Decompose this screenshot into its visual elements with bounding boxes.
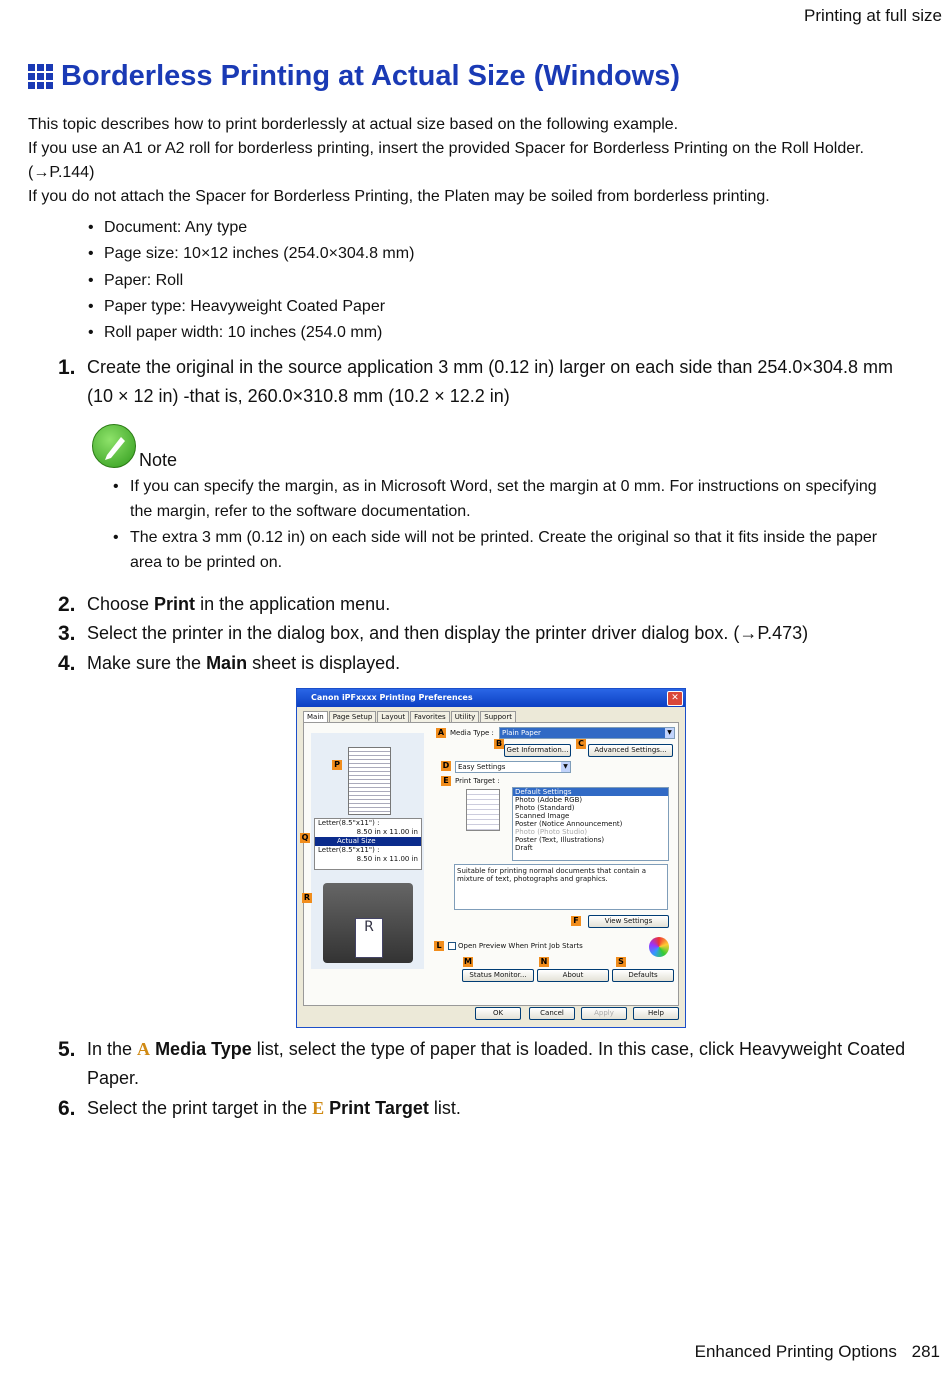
target-description: Suitable for printing normal documents that contain a mixture of text, photographs and graphics. — [454, 864, 668, 910]
example-list — [88, 215, 414, 346]
open-preview-label: Open Preview When Print Job Starts — [458, 942, 583, 950]
label-c: C — [576, 739, 586, 749]
media-type-select[interactable] — [499, 727, 675, 739]
note-list — [113, 475, 903, 577]
step-text: list, select the type of paper that is loaded. In this case, click Heavyweight Coated Paper. — [87, 1039, 906, 1088]
page-preview — [348, 747, 391, 815]
printing-preferences-dialog — [296, 688, 686, 1028]
tab-page-setup[interactable]: Page Setup — [329, 711, 377, 722]
tab-utility[interactable]: Utility — [451, 711, 480, 722]
step-6 — [58, 1094, 908, 1123]
label-f: F — [571, 916, 581, 926]
label-r: R — [303, 893, 311, 902]
label-p: P — [332, 760, 342, 770]
size-line: 8.50 in x 11.00 in — [356, 828, 418, 836]
print-target-thumbnail — [466, 789, 500, 831]
main-sheet — [303, 722, 679, 1006]
grid-icon — [28, 64, 53, 89]
preview-area — [311, 733, 424, 969]
list-item: • Roll paper width: 10 inches (254.0 mm) — [88, 320, 414, 346]
label-b: B — [495, 739, 503, 748]
print-target-list[interactable] — [512, 787, 669, 861]
step-number: 1. — [58, 356, 76, 379]
list-item: • Page size: 10×12 inches (254.0×304.8 mm) — [88, 241, 414, 267]
get-information-button[interactable]: Get Information... — [504, 744, 571, 757]
list-item[interactable]: Draft — [515, 844, 533, 852]
label-s: S — [616, 957, 626, 967]
note-item: • The extra 3 mm (0.12 in) on each side will not be printed. Create the original so that it fits inside the paper area to be printed on. — [113, 526, 903, 575]
size-line: Letter(8.5"x11") : — [318, 846, 380, 854]
actual-size-line: Actual Size — [315, 837, 421, 846]
size-line: Letter(8.5"x11") : — [318, 819, 380, 827]
sheet-letter: R — [355, 918, 383, 958]
step-3 — [58, 619, 908, 648]
media-type-label: Media Type : — [450, 729, 494, 737]
step-text: sheet is displayed. — [247, 653, 401, 673]
about-button[interactable]: About — [537, 969, 609, 982]
tab-main[interactable]: Main — [303, 711, 328, 722]
list-item[interactable]: Poster (Text, Illustrations) — [515, 836, 605, 844]
pencil-note-icon — [92, 424, 136, 468]
step-text: Make sure the — [87, 653, 207, 673]
list-item[interactable]: Poster (Notice Announcement) — [515, 820, 623, 828]
step-text: Select the print target in the — [87, 1098, 313, 1118]
callout-letter-a: A — [137, 1039, 151, 1059]
callout-letter-e: E — [312, 1098, 325, 1118]
apply-button[interactable]: Apply — [581, 1007, 627, 1020]
defaults-button[interactable]: Defaults — [612, 969, 674, 982]
size-line: 8.50 in x 11.00 in — [356, 855, 418, 863]
page-size-info — [314, 818, 422, 870]
label-q: Q — [301, 833, 309, 842]
cancel-button[interactable]: Cancel — [529, 1007, 575, 1020]
list-item: • Paper type: Heavyweight Coated Paper — [88, 294, 414, 320]
view-settings-button[interactable]: View Settings — [588, 915, 669, 928]
step-text: Create the original in the source application 3 mm (0.12 in) larger on each side than 254.0×304.8 mm (10 × 12 in) -that is, 260.0×310.8 mm (10.2 × 12.2 in) — [87, 357, 893, 406]
menu-term: Print — [154, 594, 196, 614]
open-preview-checkbox[interactable] — [448, 942, 583, 950]
sheet-term: Main — [206, 653, 248, 673]
print-target-label: Print Target : — [455, 777, 500, 785]
step-number: 5. — [58, 1038, 76, 1061]
close-icon[interactable]: ✕ — [667, 691, 683, 706]
label-e: E — [441, 776, 451, 786]
list-item[interactable]: Photo (Photo Studio) — [515, 828, 588, 836]
list-item: • Document: Any type — [88, 215, 414, 241]
step-text: Select the printer in the dialog box, and then display the printer driver dialog box. (→P.473) — [87, 623, 809, 643]
label-a: A — [437, 728, 445, 737]
easy-settings-select[interactable] — [455, 761, 571, 773]
printer-illustration — [323, 883, 413, 963]
step-number: 4. — [58, 652, 76, 675]
intro-paragraph: If you use an A1 or A2 roll for borderless printing, insert the provided Spacer for Borderless Printing on the Roll Holder. (→P.144) — [28, 140, 864, 181]
list-item[interactable]: Scanned Image — [515, 812, 570, 820]
tab-favorites[interactable]: Favorites — [410, 711, 450, 722]
label-l: L — [434, 941, 444, 951]
note-item: • If you can specify the margin, as in Microsoft Word, set the margin at 0 mm. For instructions on specifying the margin, refer to the software documentation. — [113, 475, 903, 524]
intro-paragraph: This topic describes how to print borderlessly at actual size based on the following example. — [28, 116, 679, 133]
list-item[interactable]: Photo (Standard) — [515, 804, 575, 812]
intro-paragraph: If you do not attach the Spacer for Borderless Printing, the Platen may be soiled from borderless printing. — [28, 188, 770, 205]
tab-layout[interactable]: Layout — [377, 711, 409, 722]
running-header: Printing at full size — [804, 6, 942, 25]
checkbox-box[interactable] — [448, 942, 456, 950]
step-text: Choose — [87, 594, 155, 614]
help-button[interactable]: Help — [633, 1007, 679, 1020]
page-footer — [695, 1342, 940, 1362]
label-m: M — [464, 957, 472, 966]
step-number: 3. — [58, 622, 76, 645]
step-text: In the — [87, 1039, 138, 1059]
ok-button[interactable]: OK — [475, 1007, 521, 1020]
step-2 — [58, 590, 908, 619]
chapter-name: Enhanced Printing Options — [694, 1342, 897, 1361]
list-term: Media Type — [155, 1039, 252, 1059]
note-label: Note — [139, 450, 178, 470]
tab-support[interactable]: Support — [480, 711, 516, 722]
page-number: 281 — [911, 1342, 940, 1361]
chevron-down-icon: ▼ — [665, 728, 674, 738]
intro-text — [28, 113, 908, 209]
dialog-title-text: Canon iPFxxxx Printing Preferences — [311, 693, 473, 702]
status-monitor-button[interactable]: Status Monitor... — [462, 969, 534, 982]
chevron-down-icon: ▼ — [561, 762, 570, 772]
color-wheel-icon — [649, 937, 669, 957]
step-4 — [58, 649, 908, 678]
step-text: in the application menu. — [195, 594, 391, 614]
list-item[interactable]: Default Settings — [513, 788, 668, 796]
tab-bar — [303, 711, 517, 722]
dialog-title — [297, 689, 685, 707]
step-5 — [58, 1035, 908, 1093]
page-title — [28, 60, 680, 93]
media-type-value: Plain Paper — [502, 729, 541, 737]
list-item[interactable]: Photo (Adobe RGB) — [515, 796, 583, 804]
step-text: list. — [428, 1098, 461, 1118]
page-title-text: Borderless Printing at Actual Size (Windows) — [61, 60, 681, 92]
step-number: 6. — [58, 1097, 76, 1120]
label-n: N — [540, 957, 548, 966]
step-1 — [58, 353, 908, 411]
list-term: Print Target — [329, 1098, 429, 1118]
list-item: • Paper: Roll — [88, 268, 414, 294]
advanced-settings-button[interactable]: Advanced Settings... — [588, 744, 673, 757]
step-number: 2. — [58, 593, 76, 616]
easy-settings-value: Easy Settings — [458, 763, 506, 771]
label-d: D — [442, 761, 450, 770]
